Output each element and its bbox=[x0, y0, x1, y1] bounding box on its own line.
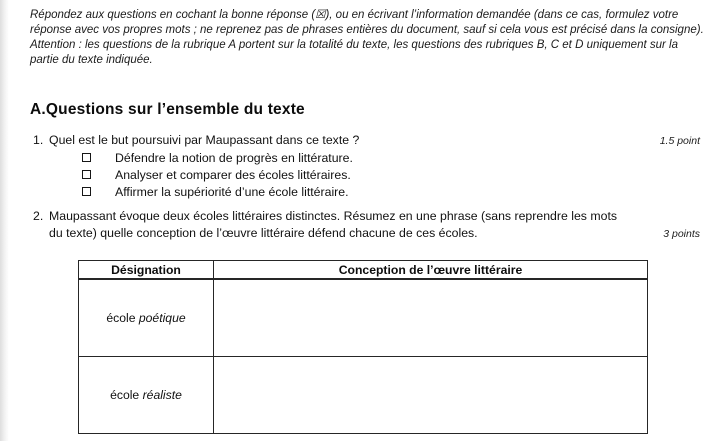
page-scan-edge bbox=[0, 0, 9, 441]
question-2-number: 2. bbox=[33, 209, 44, 223]
question-1-options bbox=[30, 149, 700, 200]
checkbox-icon[interactable] bbox=[82, 187, 91, 196]
question-1-text: Quel est le but poursuivi par Maupassant dans ce texte ? bbox=[49, 133, 360, 147]
table-row bbox=[79, 357, 648, 434]
exam-content bbox=[30, 8, 704, 434]
table-header-row bbox=[79, 261, 648, 280]
question-1-number: 1. bbox=[33, 133, 44, 147]
question-2-text-line2: du texte) quelle conception de l’œuvre littéraire défend chacune de ces écoles. bbox=[49, 226, 478, 240]
question-1-option-3 bbox=[30, 183, 700, 200]
row-label-ecole-realiste bbox=[79, 357, 214, 434]
row-label-text: école bbox=[110, 388, 140, 402]
header-designation: Désignation bbox=[79, 261, 214, 280]
option-label: Défendre la notion de progrès en littérature. bbox=[115, 150, 353, 165]
table-row bbox=[79, 279, 648, 357]
answer-cell-ecole-realiste[interactable] bbox=[214, 357, 648, 434]
checkbox-icon[interactable] bbox=[82, 153, 91, 162]
row-label-emph: poétique bbox=[138, 311, 186, 325]
question-1 bbox=[30, 133, 700, 200]
question-2 bbox=[30, 208, 700, 243]
header-conception: Conception de l’œuvre littéraire bbox=[214, 261, 648, 280]
option-label: Affirmer la supériorité d’une école littéraire. bbox=[115, 184, 349, 199]
question-1-stem bbox=[30, 133, 700, 149]
question-2-line1 bbox=[30, 208, 700, 225]
row-label-ecole-poetique bbox=[79, 279, 214, 357]
instructions-paragraph bbox=[30, 8, 704, 68]
answer-table bbox=[78, 260, 648, 434]
question-1-points: 1.5 point bbox=[659, 135, 700, 147]
question-2-points: 3 points bbox=[663, 228, 700, 240]
answer-cell-ecole-poetique[interactable] bbox=[214, 279, 648, 357]
question-1-option-2 bbox=[30, 166, 700, 183]
question-2-line2 bbox=[30, 225, 700, 243]
question-2-text-line1: Maupassant évoque deux écoles littéraires distinctes. Résumez en une phrase (sans reprendre les mots bbox=[49, 209, 618, 223]
answer-table-header bbox=[79, 261, 648, 280]
section-heading-a: A.Questions sur l’ensemble du texte bbox=[30, 101, 305, 118]
checkbox-icon[interactable] bbox=[82, 170, 91, 179]
row-label-text: école bbox=[106, 311, 136, 325]
instructions-line: Attention : les questions de la rubrique A portent sur la totalité du texte, les questions des rubriques B, C et D uniquement sur la bbox=[30, 39, 678, 51]
instructions-line: partie du texte indiquée. bbox=[30, 54, 153, 66]
instructions-line: Répondez aux questions en cochant la bonne réponse (☒), ou en écrivant l’information demandée (dans ce cas, formulez votre bbox=[30, 9, 679, 21]
option-label: Analyser et comparer des écoles littéraires. bbox=[115, 167, 351, 182]
row-label-emph: réaliste bbox=[142, 388, 182, 402]
instructions-line: réponse avec vos propres mots ; ne reprenez pas de phrases entières du document, sauf si cela vous est précisé dans la consigne). bbox=[30, 24, 704, 36]
question-1-option-1 bbox=[30, 149, 700, 166]
